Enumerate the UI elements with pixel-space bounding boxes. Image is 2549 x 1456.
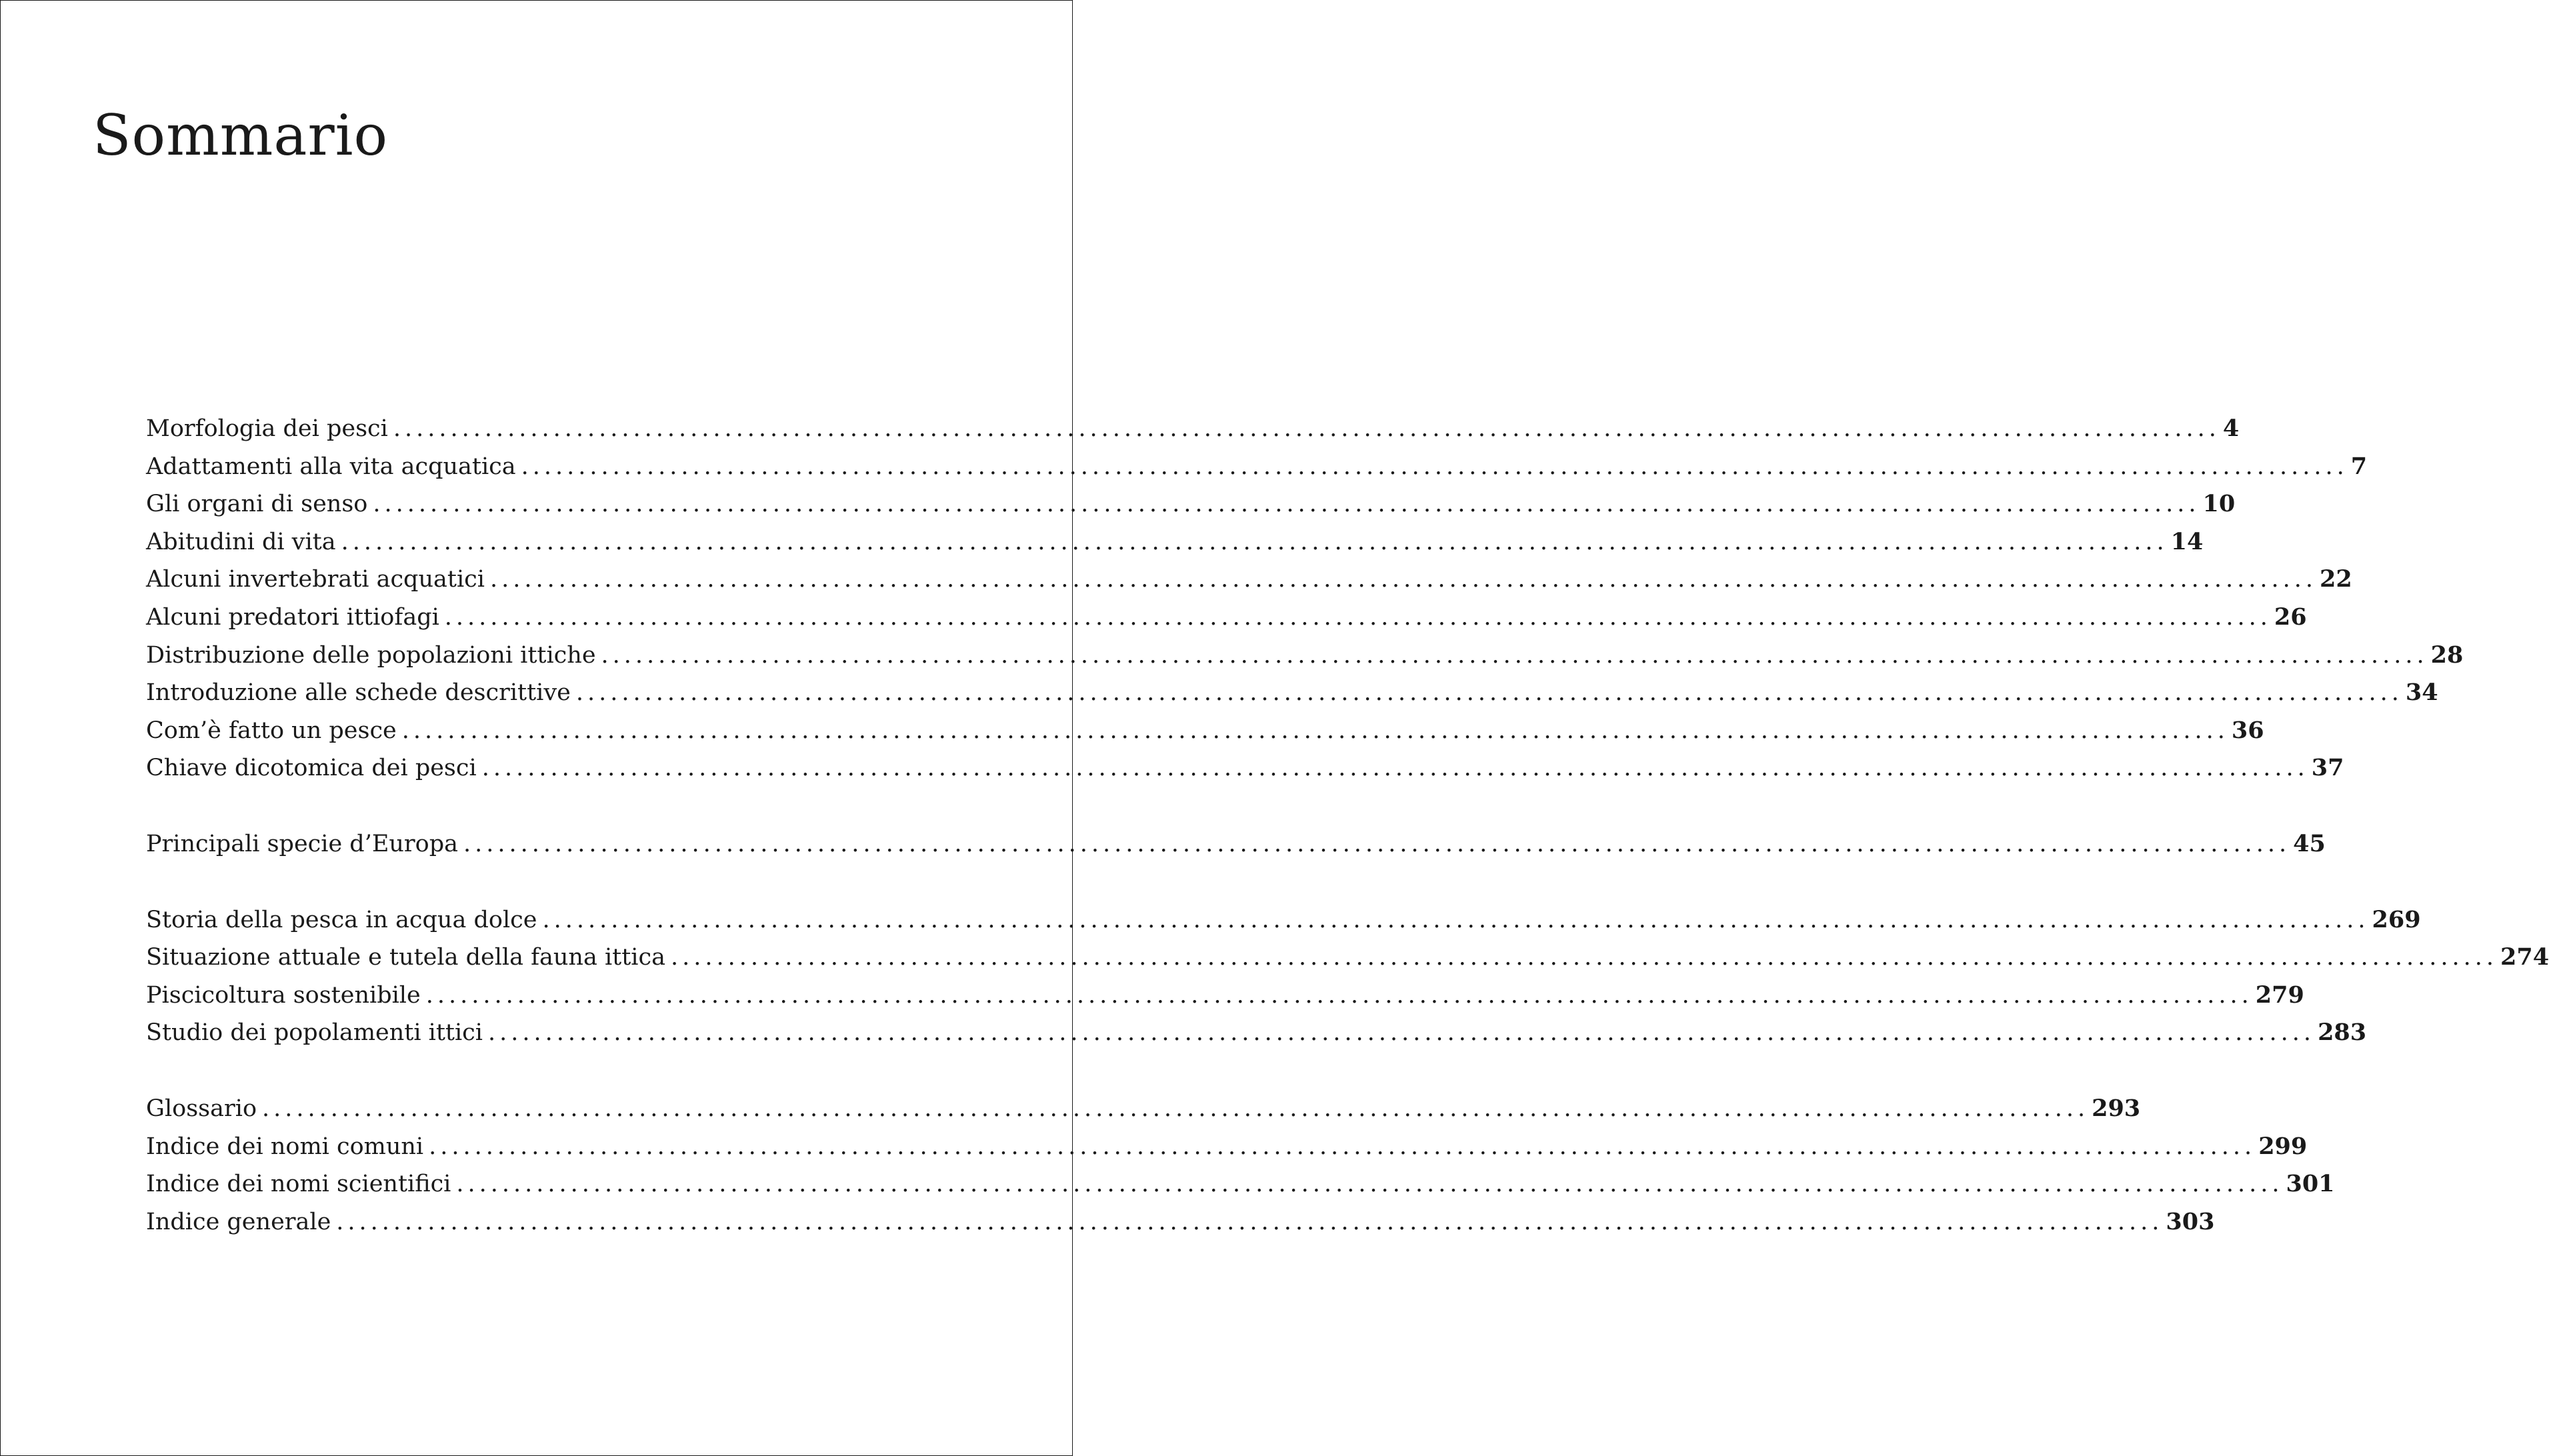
toc-entry-label: Chiave dicotomica dei pesci bbox=[146, 755, 477, 782]
toc-entry[interactable] bbox=[146, 901, 2421, 939]
dot-leader: ................................................................................................................................................................ bbox=[456, 1171, 2284, 1198]
toc-entry[interactable] bbox=[146, 712, 2264, 750]
dot-leader: ................................................................................................................................................................ bbox=[542, 906, 2370, 933]
dot-leader: ................................................................................................................................................................ bbox=[521, 453, 2348, 480]
toc-entry[interactable] bbox=[146, 825, 2326, 863]
dot-leader: ................................................................................................................................................................ bbox=[463, 830, 2291, 857]
dot-leader: ................................................................................................................................................................ bbox=[670, 944, 2498, 971]
toc-entry-page: 269 bbox=[2372, 905, 2421, 933]
toc-entry-label: Abitudini di vita bbox=[146, 528, 336, 555]
toc-entry-label: Piscicoltura sostenibile bbox=[146, 981, 421, 1009]
toc-entry[interactable] bbox=[146, 561, 2352, 599]
dot-leader: ................................................................................................................................................................ bbox=[481, 755, 2309, 782]
toc-entry-page: 45 bbox=[2293, 829, 2326, 857]
toc-entry-page: 36 bbox=[2231, 716, 2264, 744]
toc-entry-label: Principali specie d’Europa bbox=[146, 830, 459, 857]
dot-leader: ................................................................................................................................................................ bbox=[601, 641, 2428, 669]
dot-leader: ................................................................................................................................................................ bbox=[401, 717, 2229, 744]
toc-entry-label: Introduzione alle schede descrittive bbox=[146, 679, 571, 707]
dot-leader: ................................................................................................................................................................ bbox=[444, 603, 2272, 631]
toc-entry-label: Com’è fatto un pesce bbox=[146, 717, 397, 744]
toc-group bbox=[146, 1090, 2335, 1241]
toc-entry-page: 4 bbox=[2222, 415, 2240, 442]
toc-entry[interactable] bbox=[146, 1090, 2141, 1128]
toc-entry[interactable] bbox=[146, 410, 2240, 448]
toc-entry-label: Gli organi di senso bbox=[146, 491, 368, 518]
dot-leader: ................................................................................................................................................................ bbox=[393, 415, 2220, 442]
dot-leader: ................................................................................................................................................................ bbox=[429, 1133, 2256, 1160]
toc-entry[interactable] bbox=[146, 749, 2344, 787]
toc-entry-page: 299 bbox=[2258, 1132, 2308, 1160]
toc-group bbox=[146, 410, 2464, 787]
toc-entry-page: 22 bbox=[2320, 565, 2352, 593]
toc-entry-label: Adattamenti alla vita acquatica bbox=[146, 453, 516, 480]
toc-entry[interactable] bbox=[146, 599, 2307, 637]
toc-entry-page: 283 bbox=[2318, 1019, 2367, 1047]
toc-entry-label: Alcuni invertebrati acquatici bbox=[146, 566, 485, 593]
toc-entry-label: Indice generale bbox=[146, 1208, 331, 1235]
toc-entry[interactable] bbox=[146, 1203, 2215, 1241]
toc-entry-page: 293 bbox=[2092, 1094, 2141, 1122]
toc-entry[interactable] bbox=[146, 523, 2204, 561]
toc-entry[interactable] bbox=[146, 674, 2438, 712]
toc-entry-page: 14 bbox=[2170, 527, 2204, 555]
toc-entry[interactable] bbox=[146, 977, 2304, 1015]
toc-group bbox=[146, 825, 2326, 863]
dot-leader: ................................................................................................................................................................ bbox=[262, 1095, 2090, 1122]
toc-entry-label: Distribuzione delle popolazioni ittiche bbox=[146, 641, 596, 669]
toc-entry-page: 26 bbox=[2274, 603, 2307, 631]
dot-leader: ................................................................................................................................................................ bbox=[373, 491, 2200, 518]
dot-leader: ................................................................................................................................................................ bbox=[341, 528, 2168, 555]
toc-entry[interactable] bbox=[146, 1165, 2335, 1203]
toc-entry-label: Indice dei nomi comuni bbox=[146, 1133, 424, 1160]
dot-leader: ................................................................................................................................................................ bbox=[425, 981, 2253, 1009]
toc-entry-label: Glossario bbox=[146, 1095, 257, 1122]
toc-entry-label: Morfologia dei pesci bbox=[146, 415, 388, 442]
toc-entry-page: 274 bbox=[2500, 943, 2549, 971]
toc-entry-label: Alcuni predatori ittiofagi bbox=[146, 603, 439, 631]
toc-entry[interactable] bbox=[146, 448, 2368, 486]
page-title: Sommario bbox=[93, 103, 389, 168]
toc-entry[interactable] bbox=[146, 637, 2464, 675]
toc-entry-page: 279 bbox=[2255, 981, 2304, 1009]
toc-entry-page: 28 bbox=[2430, 641, 2464, 669]
dot-leader: ................................................................................................................................................................ bbox=[489, 566, 2318, 593]
toc-entry-page: 37 bbox=[2311, 754, 2344, 782]
toc-entry-label: Studio dei popolamenti ittici bbox=[146, 1019, 483, 1047]
toc-entry[interactable] bbox=[146, 939, 2549, 977]
dot-leader: ................................................................................................................................................................ bbox=[487, 1019, 2316, 1047]
toc-entry-label: Storia della pesca in acqua dolce bbox=[146, 906, 537, 933]
toc-entry-page: 301 bbox=[2286, 1170, 2335, 1198]
toc-entry-page: 303 bbox=[2166, 1207, 2215, 1235]
toc-entry-label: Situazione attuale e tutela della fauna ittica bbox=[146, 944, 665, 971]
toc-group bbox=[146, 901, 2549, 1052]
dot-leader: ................................................................................................................................................................ bbox=[575, 679, 2403, 707]
table-of-contents bbox=[146, 410, 2549, 1279]
dot-leader: ................................................................................................................................................................ bbox=[336, 1208, 2164, 1235]
toc-entry-page: 34 bbox=[2405, 679, 2438, 707]
toc-entry[interactable] bbox=[146, 1128, 2308, 1166]
toc-entry-page: 7 bbox=[2350, 452, 2368, 480]
toc-entry[interactable] bbox=[146, 1014, 2367, 1052]
toc-entry[interactable] bbox=[146, 485, 2236, 523]
toc-entry-page: 10 bbox=[2202, 490, 2236, 518]
toc-entry-label: Indice dei nomi scientifici bbox=[146, 1171, 451, 1198]
